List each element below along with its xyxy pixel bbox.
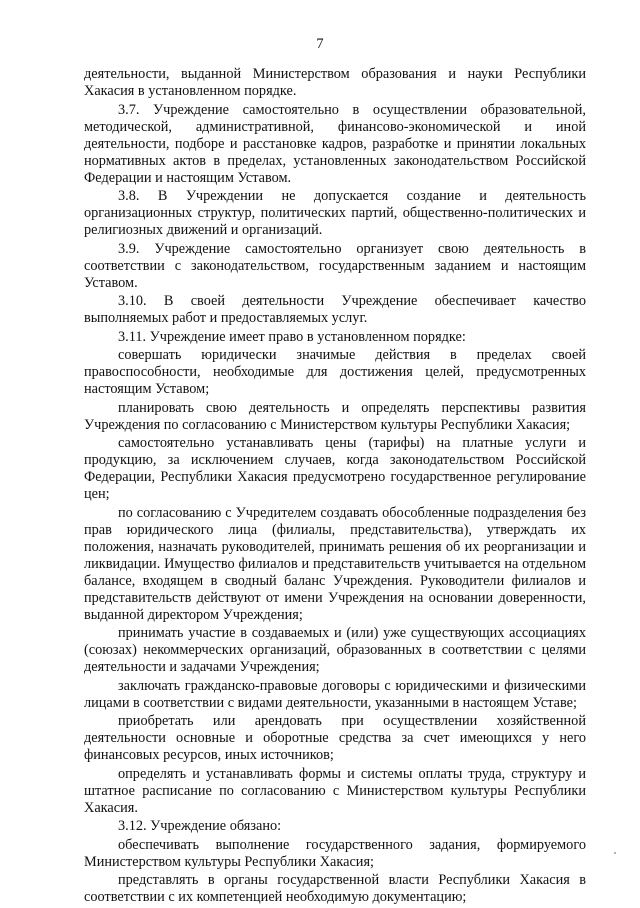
paragraph-3-7: 3.7. Учреждение самостоятельно в осуществлении образовательной, методической, административной, финансово-экономической и иной деятельности, подборе и расстановке кадров, разработке и принятии локальных нормативных актов в пределах, установленных законодательством Российской Федерации и настоящим Уставом. (84, 101, 586, 186)
right-item-contracts: заключать гражданско-правовые договоры с юридическими и физическими лицами в соответствии с видами деятельности, указанными в настоящем Уставе; (84, 677, 586, 711)
right-item-associations: принимать участие в создаваемых и (или) уже существующих ассоциациях (союзах) некоммерческих организаций, образованных в соответствии с целями деятельности и задачами Учреждения; (84, 625, 586, 675)
paragraph-continuation: деятельности, выданной Министерством образования и науки Республики Хакасия в установленном порядке. (84, 66, 586, 99)
scan-speck (614, 852, 616, 854)
page-number: 7 (316, 36, 324, 52)
right-item-legal-actions: совершать юридически значимые действия в пределах своей правоспособности, необходимые для достижения целей, предусмотренных настоящим Уставом; (84, 347, 586, 397)
paragraph-3-8: 3.8. В Учреждении не допускается создание и деятельность организационных структур, политических партий, общественно-политических и религиозных движений и организаций. (84, 188, 586, 238)
right-item-payroll: определять и устанавливать формы и системы оплаты труда, структуру и штатное расписание по согласованию с Министерством культуры Республики Хакасия. (84, 765, 586, 816)
document-body (84, 66, 586, 908)
right-item-assets: приобретать или арендовать при осуществлении хозяйственной деятельности основные и оборотные средства за счет имеющихся у него финансовых ресурсов, иных источников; (84, 713, 586, 763)
paragraph-3-9: 3.9. Учреждение самостоятельно организует свою деятельность в соответствии с законодательством, государственным заданием и настоящим Уставом. (84, 240, 586, 291)
duty-item-documentation: представлять в органы государственной власти Республики Хакасия в соответствии с их компетенцией необходимую документацию; (84, 872, 586, 905)
right-item-pricing: самостоятельно устанавливать цены (тарифы) на платные услуги и продукцию, за исключением случаев, когда законодательством Российской Федерации, Республики Хакасия предусмотрено государственное регулирование цен; (84, 435, 586, 502)
paragraph-3-11: 3.11. Учреждение имеет право в установленном порядке: (118, 328, 466, 345)
paragraph-3-10: 3.10. В своей деятельности Учреждение обеспечивает качество выполняемых работ и предоставляемых услуг. (84, 293, 586, 326)
right-item-branches: по согласованию с Учредителем создавать обособленные подразделения без прав юридического лица (филиалы, представительства), утверждать их положения, назначать руководителей, принимать решения об их реорганизации и ликвидации. Имущество филиалов и представительств учитывается на отдельном балансе, входящем в сводный баланс Учреждения. Руководители филиалов и представительств действуют от имени Учреждения на основании доверенности, выданной директором Учреждения; (84, 504, 586, 623)
right-item-planning: планировать свою деятельность и определять перспективы развития Учреждения по согласованию с Министерством культуры Республики Хакасия; (84, 399, 586, 433)
paragraph-3-12: 3.12. Учреждение обязано: (118, 818, 282, 834)
duty-item-state-task: обеспечивать выполнение государственного задания, формируемого Министерством культуры Республики Хакасия; (84, 836, 586, 870)
